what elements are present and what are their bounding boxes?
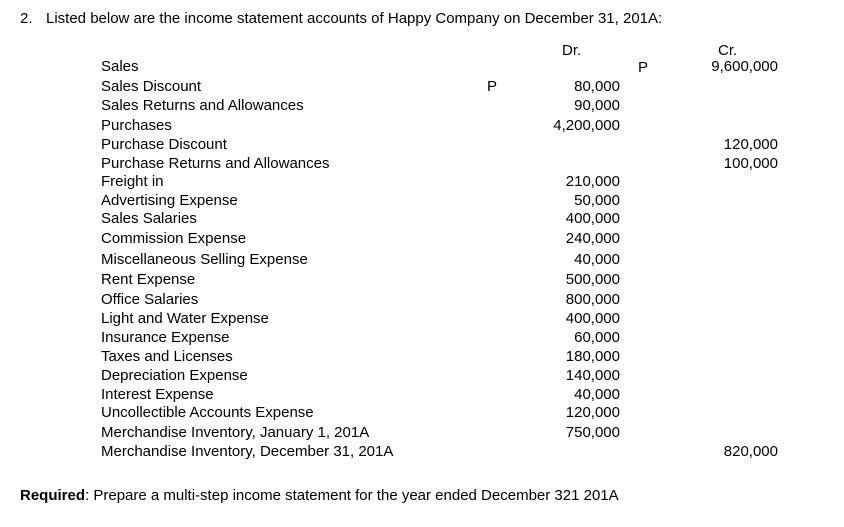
account-name: Purchase Discount bbox=[101, 136, 227, 153]
account-name: Uncollectible Accounts Expense bbox=[101, 404, 314, 421]
credit-amount: 120,000 bbox=[723, 136, 778, 153]
account-name: Sales Discount bbox=[101, 78, 202, 95]
debit-amount: 750,000 bbox=[565, 424, 620, 441]
account-name: Freight in bbox=[101, 173, 164, 190]
debit-amount: 500,000 bbox=[565, 271, 620, 288]
debit-amount: 400,000 bbox=[565, 310, 620, 327]
account-name: Interest Expense bbox=[101, 386, 214, 403]
account-name: Merchandise Inventory, January 1, 201A bbox=[101, 424, 370, 441]
required-instruction bbox=[20, 487, 619, 504]
account-name: Insurance Expense bbox=[101, 329, 230, 346]
debit-amount: 120,000 bbox=[565, 404, 620, 421]
credit-currency-marker: P bbox=[638, 59, 649, 76]
debit-column-header: Dr. bbox=[562, 42, 582, 59]
debit-amount: 180,000 bbox=[565, 348, 620, 365]
account-name: Sales Salaries bbox=[101, 210, 197, 227]
debit-amount: 40,000 bbox=[574, 386, 620, 403]
debit-amount: 90,000 bbox=[574, 97, 620, 114]
debit-amount: 50,000 bbox=[574, 192, 620, 209]
debit-amount: 80,000 bbox=[574, 78, 620, 95]
credit-amount: 820,000 bbox=[723, 443, 778, 460]
question-number: 2. bbox=[20, 10, 33, 27]
account-name: Depreciation Expense bbox=[101, 367, 248, 384]
question-heading bbox=[20, 10, 662, 27]
required-text: : Prepare a multi-step income statement for the year ended December 321 201A bbox=[85, 487, 619, 504]
account-name: Office Salaries bbox=[101, 291, 199, 308]
debit-amount: 210,000 bbox=[565, 173, 620, 190]
debit-amount: 40,000 bbox=[574, 251, 620, 268]
account-name: Rent Expense bbox=[101, 271, 196, 288]
credit-amount: 100,000 bbox=[723, 155, 778, 172]
account-name: Taxes and Licenses bbox=[101, 348, 233, 365]
question-text: Listed below are the income statement accounts of Happy Company on December 31, 201A: bbox=[46, 10, 663, 27]
account-name: Merchandise Inventory, December 31, 201A bbox=[101, 443, 394, 460]
account-name: Purchases bbox=[101, 117, 172, 134]
debit-amount: 800,000 bbox=[565, 291, 620, 308]
debit-amount: 60,000 bbox=[574, 329, 620, 346]
debit-currency-marker: P bbox=[487, 78, 498, 95]
debit-amount: 240,000 bbox=[565, 230, 620, 247]
credit-column-header: Cr. bbox=[718, 42, 738, 59]
account-name: Miscellaneous Selling Expense bbox=[101, 251, 308, 268]
account-name: Light and Water Expense bbox=[101, 310, 269, 327]
debit-amount: 4,200,000 bbox=[553, 117, 620, 134]
account-name: Commission Expense bbox=[101, 230, 247, 247]
required-label: Required bbox=[20, 487, 86, 504]
credit-amount: 9,600,000 bbox=[711, 58, 778, 75]
account-name: Purchase Returns and Allowances bbox=[101, 155, 330, 172]
debit-amount: 400,000 bbox=[565, 210, 620, 227]
account-name: Sales bbox=[101, 58, 139, 75]
debit-amount: 140,000 bbox=[565, 367, 620, 384]
account-name: Advertising Expense bbox=[101, 192, 238, 209]
account-name: Sales Returns and Allowances bbox=[101, 97, 304, 114]
